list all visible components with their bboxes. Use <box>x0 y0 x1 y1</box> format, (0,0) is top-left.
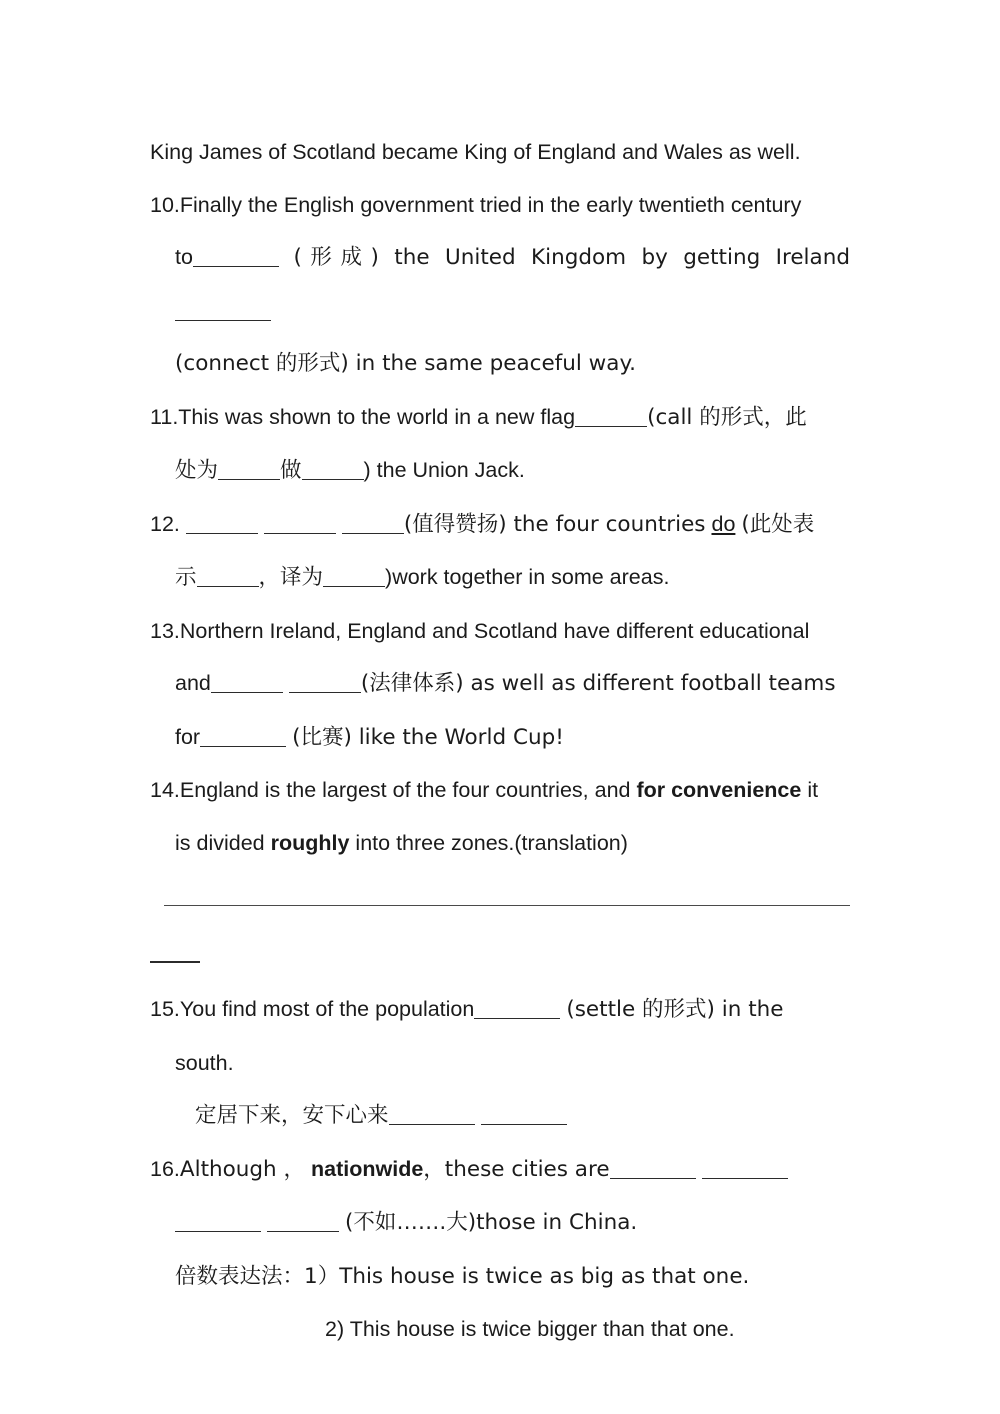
question-15-line-1 <box>150 983 850 1037</box>
blank-field[interactable] <box>193 246 279 267</box>
question-11-prefix: 处为 <box>175 458 219 483</box>
blank-field[interactable] <box>218 459 280 480</box>
blank-field[interactable] <box>481 1104 567 1125</box>
document-body <box>150 126 850 1356</box>
answer-rule-short[interactable] <box>150 961 200 963</box>
question-13-prefix-2: for <box>175 724 201 749</box>
question-15-chinese-text: 定居下来，安下心来 <box>195 1103 389 1128</box>
question-11-middle: 做 <box>280 458 302 483</box>
blank-field[interactable] <box>200 725 286 746</box>
question-14-text-tail: it <box>801 778 819 802</box>
grammar-note-line-1 <box>150 1250 850 1304</box>
question-12-middle: ，译为 <box>258 565 324 590</box>
blank-field[interactable] <box>211 672 283 693</box>
question-12-prefix: 示 <box>175 565 197 590</box>
question-10-hint: (形成) the United Kingdom by getting Ireland <box>293 245 850 270</box>
question-13-line-3 <box>150 711 850 765</box>
question-15-text: You find most of the population <box>179 997 475 1021</box>
question-15-tail: south. <box>175 1050 234 1075</box>
blank-field[interactable] <box>575 405 647 426</box>
lead-sentence: King James of Scotland became King of England and Wales as well. <box>150 140 801 164</box>
question-11-hint: (call 的形式，此 <box>647 404 807 430</box>
answer-rule-short-container <box>150 931 850 983</box>
question-16-line-2 <box>150 1196 850 1250</box>
blank-field[interactable] <box>323 566 385 587</box>
question-14-line-1 <box>150 764 850 817</box>
blank-field[interactable] <box>175 1211 261 1232</box>
question-10-number: 10. <box>150 192 180 217</box>
blank-field[interactable] <box>264 512 336 533</box>
question-11-line-1 <box>150 391 850 445</box>
question-10-line-1 <box>150 179 850 232</box>
question-10-line-3 <box>150 337 850 391</box>
blank-field[interactable] <box>702 1157 788 1178</box>
question-14-text-2-tail: into three zones.(translation) <box>349 830 628 855</box>
question-10-text: Finally the English government tried in the early twentieth century <box>179 192 802 217</box>
question-13-hint-2: (比赛) like the World Cup! <box>292 724 564 750</box>
question-11-line-2 <box>150 444 850 498</box>
blank-field[interactable] <box>175 299 271 320</box>
question-13-hint: (法律体系) as well as different football teams <box>360 671 836 696</box>
question-16-hint: (不如…….大)those in China. <box>344 1210 638 1235</box>
blank-field[interactable] <box>302 459 364 480</box>
grammar-note-item-2: 2) This house is twice bigger than that one. <box>325 1317 735 1341</box>
question-15-chinese-note <box>150 1089 850 1143</box>
question-15-line-2 <box>150 1037 850 1090</box>
question-13-number: 13. <box>150 618 180 643</box>
question-12-emphasis: do <box>711 511 736 536</box>
question-11-tail: ) the Union Jack. <box>363 458 525 482</box>
grammar-note-line-2 <box>150 1303 850 1356</box>
spacer <box>150 869 850 879</box>
blank-field[interactable] <box>197 566 259 587</box>
blank-field[interactable] <box>289 672 361 693</box>
question-12-number: 12. <box>150 511 180 536</box>
question-12-end: )work together in some areas. <box>385 565 670 589</box>
question-13-prefix: and <box>175 671 211 695</box>
question-11-number: 11. <box>150 404 179 429</box>
grammar-note-item-1: 1）This house is twice as big as that one. <box>304 1263 750 1289</box>
question-10-line-2 <box>150 231 850 337</box>
blank-field[interactable] <box>474 998 560 1019</box>
question-12-tail: (此处表 <box>741 511 815 537</box>
question-12-hint: (值得赞扬) the four countries <box>403 511 706 537</box>
question-13-text: Northern Ireland, England and Scotland have different educational <box>179 618 810 643</box>
blank-field[interactable] <box>389 1104 475 1125</box>
question-14-text: England is the largest of the four countries, and <box>179 778 637 802</box>
question-10-tail: (connect 的形式) in the same peaceful way. <box>175 351 636 376</box>
question-15-hint: (settle 的形式) in the <box>566 997 784 1022</box>
question-16-line-1 <box>150 1143 850 1197</box>
question-10-prefix: to <box>175 245 193 269</box>
question-16-text-2: ，these cities are <box>423 1156 610 1182</box>
question-11-text: This was shown to the world in a new flag <box>178 404 576 429</box>
question-16-text: Although ， <box>179 1156 306 1182</box>
question-12-line-1 <box>150 498 850 552</box>
question-15-number: 15. <box>150 997 180 1021</box>
question-16-bold-word: nationwide <box>311 1156 424 1181</box>
question-13-line-1 <box>150 605 850 658</box>
blank-field[interactable] <box>186 512 258 533</box>
question-14-line-2 <box>150 817 850 870</box>
answer-rule-long-container <box>150 879 850 931</box>
blank-field[interactable] <box>342 512 404 533</box>
question-14-number: 14. <box>150 778 180 802</box>
question-14-text-2: is divided <box>175 830 271 855</box>
question-16-number: 16. <box>150 1156 180 1181</box>
question-14-bold-word: roughly <box>270 830 350 855</box>
question-12-line-2 <box>150 551 850 605</box>
grammar-note-label: 倍数表达法： <box>175 1263 305 1289</box>
question-14-bold-phrase: for convenience <box>636 778 802 802</box>
answer-rule-long[interactable] <box>164 905 850 906</box>
blank-field[interactable] <box>610 1157 696 1178</box>
question-13-line-2 <box>150 657 850 711</box>
blank-field[interactable] <box>267 1211 339 1232</box>
